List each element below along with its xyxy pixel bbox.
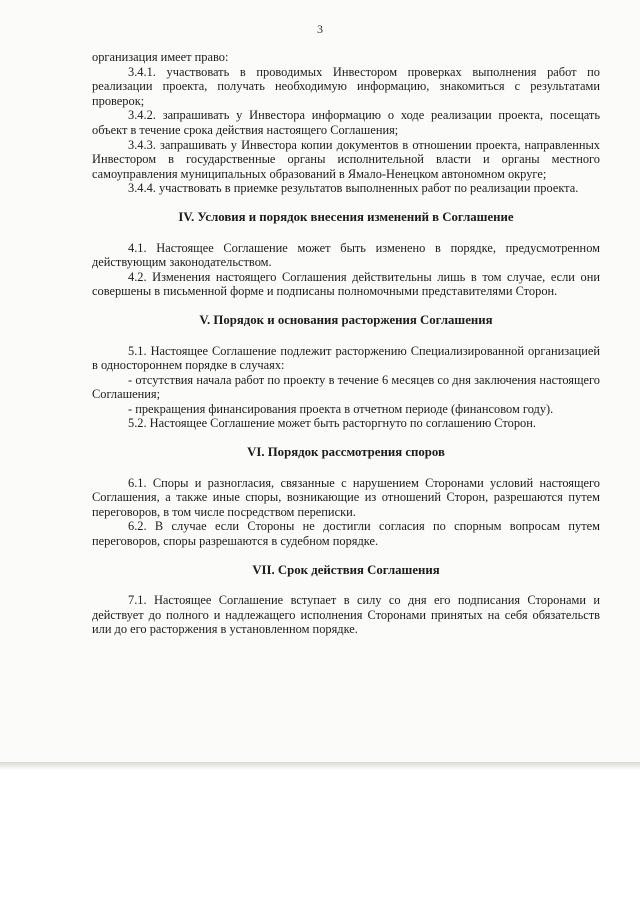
clause-3-4-1: 3.4.1. участвовать в проводимых Инвестором проверках выполнения работ по реализации проекта, получать необходимую информацию, знакомиться с результатами проверок; — [92, 64, 600, 108]
clause-3-4-4: 3.4.4. участвовать в приемке результатов выполненных работ по реализации проекта. — [128, 181, 579, 196]
clause-6-1: 6.1. Споры и разногласия, связанные с нарушением Сторонами условий настоящего Соглашения, а также иные споры, возникающие из отношений Сторон, разрешаются путем переговоров, в том числе посредством переписки. — [92, 475, 600, 519]
clause-3-4-2: 3.4.2. запрашивать у Инвестора информацию о ходе реализации проекта, посещать объект в течение срока действия настоящего Соглашения; — [92, 108, 600, 137]
section6-heading: VI. Порядок рассмотрения споров — [247, 445, 445, 460]
clause-4-2: 4.2. Изменения настоящего Соглашения действительны лишь в том случае, если они совершены в письменной форме и подписаны полномочными представителями Сторон. — [92, 269, 600, 299]
clause-5-1: 5.1. Настоящее Соглашение подлежит расторжению Специализированной организацией в одностороннем порядке в случаях: — [92, 343, 600, 373]
clause-4-1: 4.1. Настоящее Соглашение может быть изменено в порядке, предусмотренном действующим законодательством. — [92, 240, 600, 270]
section3-intro: организация имеет право: — [92, 50, 229, 64]
page-number: 3 — [317, 22, 323, 36]
section5-heading: V. Порядок и основания расторжения Соглашения — [199, 312, 493, 327]
clause-7-1: 7.1. Настоящее Соглашение вступает в силу со дня его подписания Сторонами и действует до полного и надлежащего исполнения Сторонами принятых на себя обязательств или до его расторжения в установленном порядке. — [92, 593, 600, 637]
section7-heading: VII. Срок действия Соглашения — [252, 562, 440, 577]
clause-5-2: 5.2. Настоящее Соглашение может быть расторгнуто по соглашению Сторон. — [128, 416, 536, 431]
page-bottom-edge — [0, 762, 640, 770]
clause-6-2: 6.2. В случае если Стороны не достигли согласия по спорным вопросам путем переговоров, споры разрешаются в судебном порядке. — [92, 519, 600, 549]
clause-3-4-3: 3.4.3. запрашивать у Инвестора копии документов в отношении проекта, направленных Инвестором в государственные органы исполнительной власти и органы местного самоуправления муниципальных образований в Ямало-Ненецком автономном округе; — [92, 137, 600, 181]
document-body — [92, 50, 600, 637]
clause-5-1-bullet-1: - отсутствия начала работ по проекту в течение 6 месяцев со дня заключения настоящего Соглашения; — [92, 372, 600, 402]
clause-5-1-bullet-2: - прекращения финансирования проекта в отчетном периоде (финансовом году). — [128, 401, 554, 416]
section4-heading: IV. Условия и порядок внесения изменений в Соглашение — [178, 209, 514, 224]
